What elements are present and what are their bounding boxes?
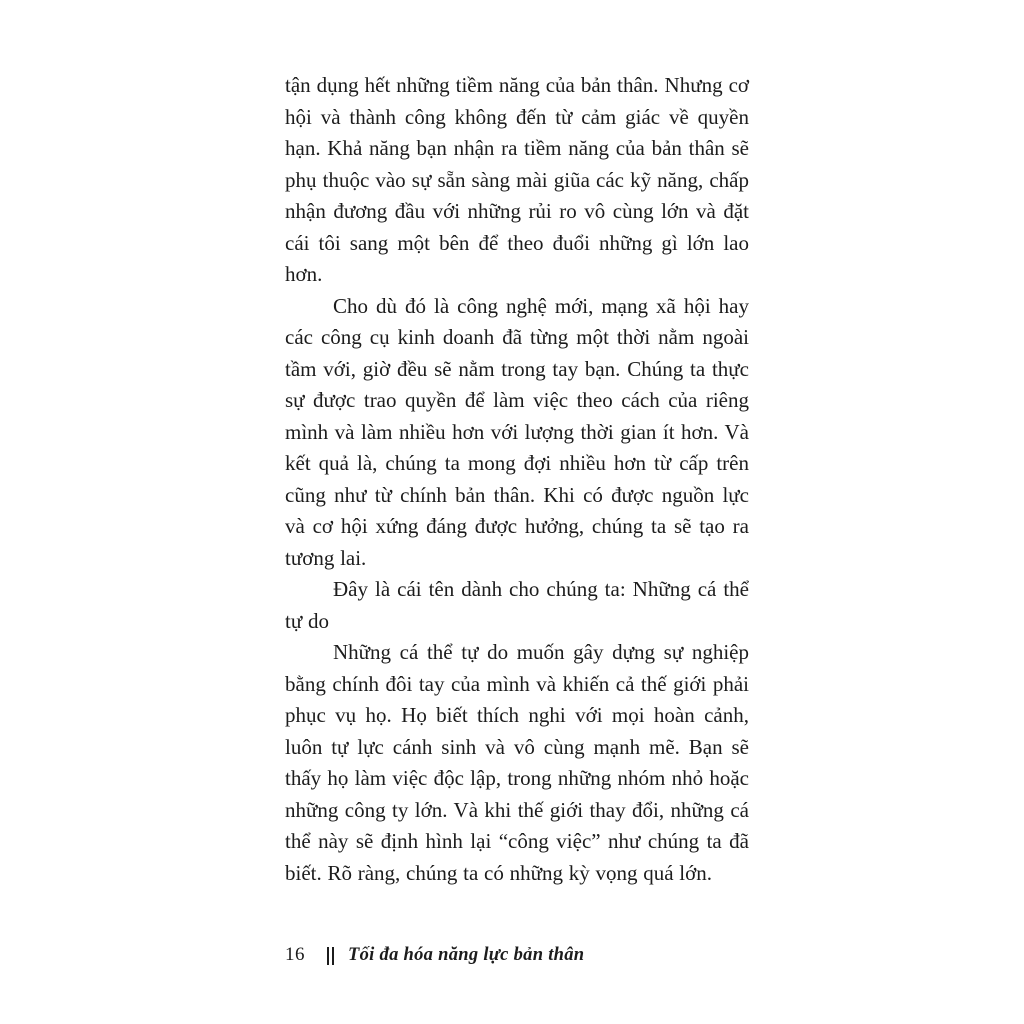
- double-bar-divider-icon: [327, 947, 334, 965]
- paragraph: Đây là cái tên dành cho chúng ta: Những cá thể tự do: [285, 577, 749, 633]
- running-title: Tối đa hóa năng lực bản thân: [348, 944, 585, 965]
- paragraph: Cho dù đó là công nghệ mới, mạng xã hội hay các công cụ kinh doanh đã từng một thời nằm ngoài tầm với, giờ đều sẽ nằm trong tay bạn. Chúng ta thực sự được trao quyền để làm việc theo cách của riêng mình và làm nhiều hơn với lượng thời gian ít hơn. Và kết quả là, chúng ta mong đợi nhiều hơn từ cấp trên cũng như từ chính bản thân. Khi có được nguồn lực và cơ hội xứng đáng được hưởng, chúng ta sẽ tạo ra tương lai.: [285, 293, 749, 570]
- paragraph-continued: tận dụng hết những tiềm năng của bản thân. Nhưng cơ hội và thành công không đến từ cảm giác về quyền hạn. Khả năng bạn nhận ra tiềm năng của bản thân sẽ phụ thuộc vào sự sẵn sàng mài giũa các kỹ năng, chấp nhận đương đầu với những rủi ro vô cùng lớn và đặt cái tôi sang một bên để theo đuổi những gì lớn lao hơn.: [285, 73, 749, 286]
- page-footer: [285, 944, 749, 966]
- page-body: [285, 70, 749, 889]
- paragraph: Những cá thể tự do muốn gây dựng sự nghiệp bằng chính đôi tay của mình và khiến cả thế giới phải phục vụ họ. Họ biết thích nghi với mọi hoàn cảnh, luôn tự lực cánh sinh và vô cùng mạnh mẽ. Bạn sẽ thấy họ làm việc độc lập, trong những nhóm nhỏ hoặc những công ty lớn. Và khi thế giới thay đổi, những cá thể này sẽ định hình lại “công việc” như chúng ta đã biết. Rõ ràng, chúng ta có những kỳ vọng quá lớn.: [285, 640, 749, 885]
- page-number: 16: [285, 944, 305, 965]
